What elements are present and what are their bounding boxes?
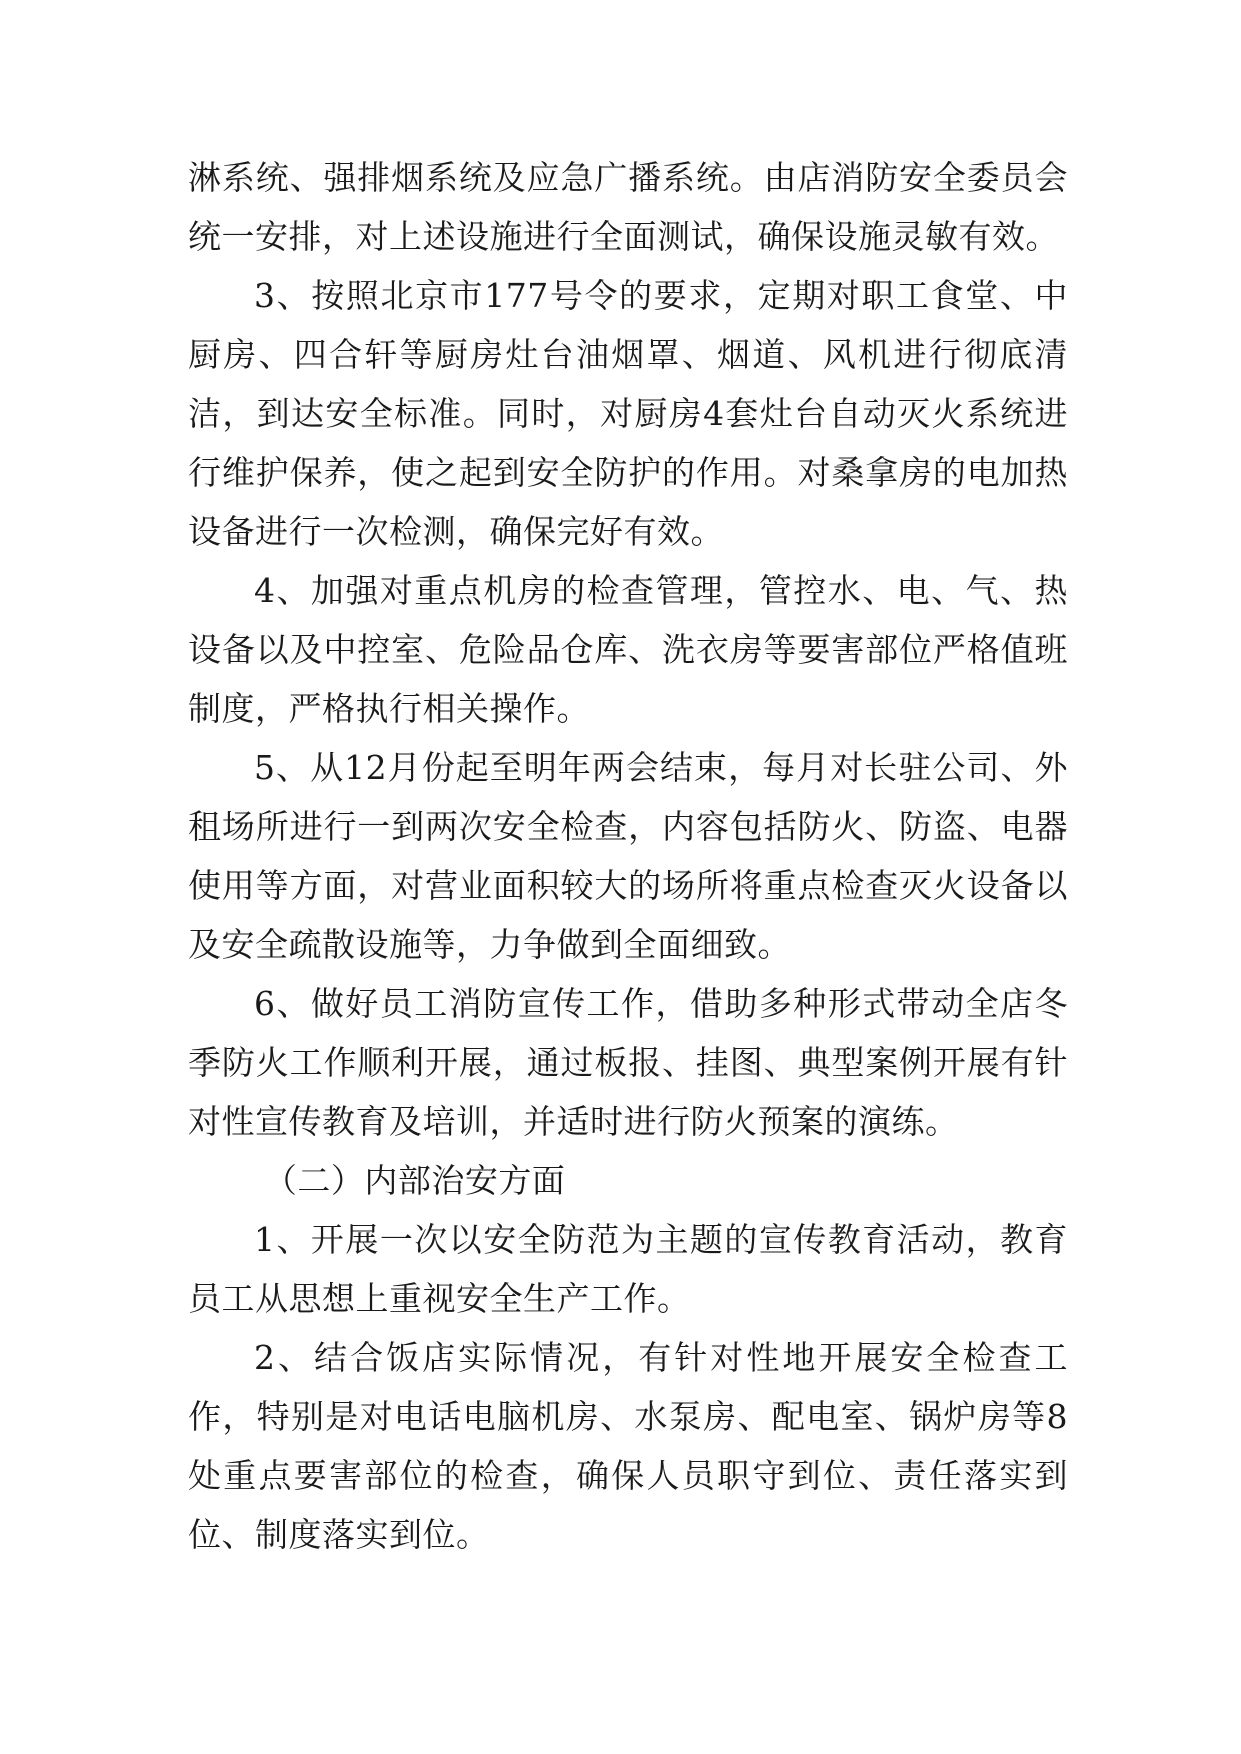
paragraph-fire-systems-continued: 淋系统、强排烟系统及应急广播系统。由店消防安全委员会统一安排，对上述设施进行全面测试，确保设施灵敏有效。 — [188, 158, 1068, 256]
paragraph-item-5-tenant-inspections: 5、从12月份起至明年两会结束，每月对长驻公司、外租场所进行一到两次安全检查，内容包括防火、防盗、电器使用等方面，对营业面积较大的场所将重点检查灭火设备以及安全疏散设施等，力争做到全面细致。 — [188, 748, 1068, 964]
paragraph-item-4-machine-rooms: 4、加强对重点机房的检查管理，管控水、电、气、热设备以及中控室、危险品仓库、洗衣房等要害部位严格值班制度，严格执行相关操作。 — [188, 571, 1068, 728]
paragraph-item-3-kitchen-cleaning: 3、按照北京市177号令的要求，定期对职工食堂、中厨房、四合轩等厨房灶台油烟罩、烟道、风机进行彻底清洁，到达安全标准。同时，对厨房4套灶台自动灭火系统进行维护保养，使之起到安全防护的作用。对桑拿房的电加热设备进行一次检测，确保完好有效。 — [188, 276, 1068, 551]
paragraph-security-item-1: 1、开展一次以安全防范为主题的宣传教育活动，教育员工从思想上重视安全生产工作。 — [188, 1220, 1068, 1318]
paragraph-item-6-fire-education: 6、做好员工消防宣传工作，借助多种形式带动全店冬季防火工作顺利开展，通过板报、挂图、典型案例开展有针对性宣传教育及培训，并适时进行防火预案的演练。 — [188, 984, 1068, 1141]
document-body — [188, 148, 1068, 1564]
section-heading-internal-security: （二）内部治安方面 — [263, 1161, 566, 1200]
paragraph-security-item-2: 2、结合饭店实际情况，有针对性地开展安全检查工作，特别是对电话电脑机房、水泵房、配电室、锅炉房等8处重点要害部位的检查，确保人员职守到位、责任落实到位、制度落实到位。 — [188, 1338, 1068, 1554]
